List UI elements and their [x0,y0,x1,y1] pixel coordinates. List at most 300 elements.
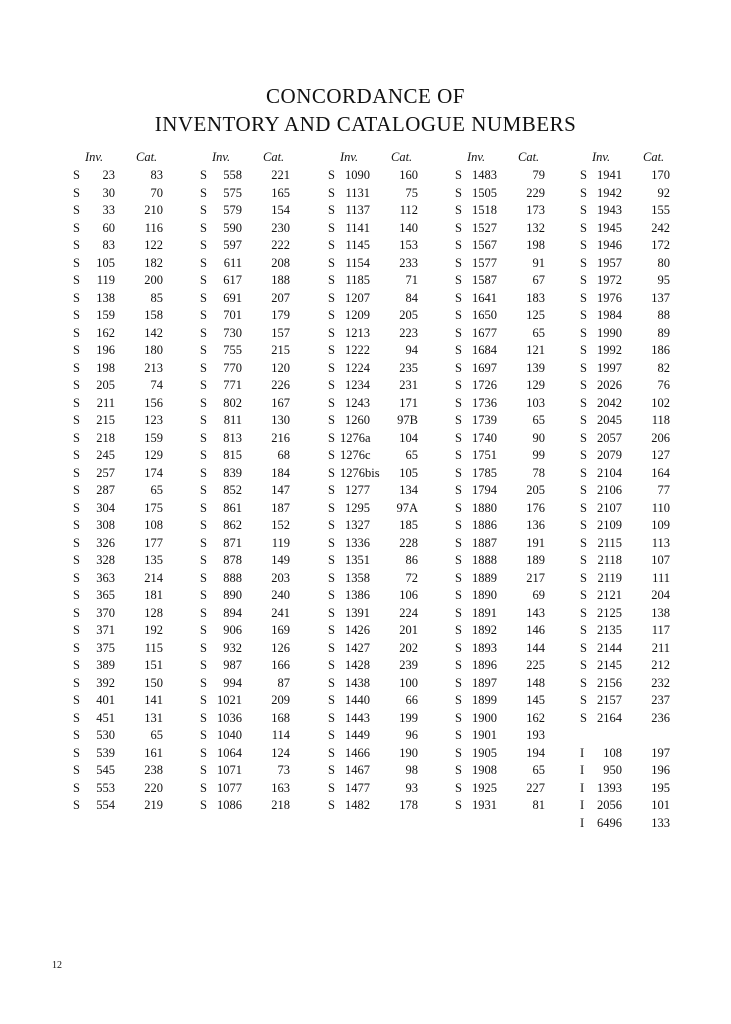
table-row [200,396,324,414]
catalogue-number: 190 [399,745,418,760]
table-row [200,606,324,624]
inventory-prefix: S [580,273,587,287]
table-row [328,203,452,221]
inventory-number: 1905 [472,745,497,760]
inventory-number: 245 [96,448,115,462]
catalogue-number: 134 [399,483,418,497]
inventory-prefix: S [455,693,462,707]
table-row [455,501,579,519]
catalogue-number: 81 [532,798,545,812]
inventory-prefix: S [455,343,462,357]
inventory-number: 890 [223,588,242,602]
table-row [328,781,452,799]
inventory-prefix: S [200,710,207,725]
catalogue-number: 153 [399,238,418,252]
inventory-number: 1641 [472,290,497,305]
catalogue-number: 68 [277,448,290,462]
table-row [580,658,704,676]
inventory-number: 862 [223,518,242,532]
catalogue-number: 150 [144,675,163,690]
inventory-prefix: S [455,623,462,637]
table-row [580,273,704,291]
page-number: 12 [52,960,62,971]
catalogue-number: 227 [526,780,545,795]
inventory-number: 308 [96,518,115,532]
inventory-number: 1224 [345,360,370,375]
catalogue-number: 224 [399,605,418,620]
table-row [73,798,197,816]
inventory-prefix: S [73,448,80,462]
table-row [200,798,324,816]
inventory-number: 2156 [597,675,622,690]
inventory-prefix: S [455,710,462,725]
inventory-number: 617 [223,273,242,287]
inventory-number: 1185 [345,273,370,287]
catalogue-number: 156 [144,395,163,410]
inventory-number: 2119 [597,570,622,585]
table-row [328,711,452,729]
table-row [455,483,579,501]
inventory-prefix: S [455,290,462,305]
inventory-number: 2056 [597,798,622,812]
catalogue-number: 212 [651,658,670,672]
inventory-prefix: S [580,553,587,567]
inventory-number: 811 [223,413,242,427]
inventory-number: 590 [223,220,242,235]
catalogue-number: 189 [526,553,545,567]
inventory-prefix: S [73,553,80,567]
inventory-prefix: S [73,623,80,637]
table-row [455,711,579,729]
table-row [73,448,197,466]
inventory-prefix: S [73,238,80,252]
table-row [455,168,579,186]
inventory-prefix: S [200,623,207,637]
table-row [328,273,452,291]
table-row [73,588,197,606]
inventory-number: 198 [96,360,115,375]
inventory-prefix: S [200,203,207,217]
inventory-number: 211 [96,395,115,410]
inventory-prefix: S [328,728,335,742]
inventory-prefix: S [580,413,587,427]
table-row [200,553,324,571]
concordance-column-3 [328,150,452,816]
inventory-number: 370 [96,605,115,620]
inventory-prefix: S [200,325,207,340]
catalogue-number: 231 [399,378,418,392]
inventory-number: 987 [223,658,242,672]
table-row [328,186,452,204]
catalogue-number: 125 [526,308,545,322]
table-row [328,168,452,186]
inventory-number: 2106 [597,483,622,497]
table-row [200,448,324,466]
table-row [200,571,324,589]
inventory-number: 1941 [597,168,622,182]
table-row [73,343,197,361]
catalogue-number: 142 [144,325,163,340]
table-row [328,378,452,396]
inventory-prefix: S [580,290,587,305]
inventory-number: 575 [223,185,242,200]
inventory-number: 770 [223,360,242,375]
inventory-prefix: S [200,185,207,200]
inventory-prefix: S [328,378,335,392]
table-row [580,396,704,414]
catalogue-number: 76 [657,378,670,392]
table-row [73,326,197,344]
inventory-prefix: S [328,745,335,760]
cat-header: Cat. [643,150,665,164]
table-row [200,238,324,256]
table-row [580,238,704,256]
inventory-number: 579 [223,203,242,217]
catalogue-number: 110 [651,500,670,515]
inventory-number: 1527 [472,220,497,235]
inventory-prefix: S [455,430,462,445]
table-row [73,273,197,291]
inventory-number: 1426 [345,623,370,637]
inventory-number: 392 [96,675,115,690]
inventory-prefix: S [328,325,335,340]
table-row [73,413,197,431]
table-row [580,448,704,466]
catalogue-number: 179 [271,308,290,322]
table-row [580,816,704,834]
inventory-prefix: S [73,658,80,672]
inventory-prefix: S [455,378,462,392]
table-row [73,168,197,186]
inventory-number: 1145 [345,238,370,252]
inventory-number: 1893 [472,640,497,655]
inventory-prefix: S [455,168,462,182]
inventory-prefix: S [328,710,335,725]
inventory-number: 119 [96,273,115,287]
catalogue-number: 199 [399,710,418,725]
inventory-prefix: S [328,203,335,217]
catalogue-number: 152 [271,518,290,532]
catalogue-number: 200 [144,273,163,287]
table-row [455,396,579,414]
cat-header: Cat. [136,150,158,164]
table-row [455,588,579,606]
inventory-prefix: S [328,588,335,602]
table-row [200,256,324,274]
table-row [580,361,704,379]
inventory-prefix: S [200,290,207,305]
table-row [580,483,704,501]
inventory-number: 1427 [345,640,370,655]
catalogue-number: 69 [532,588,545,602]
inventory-prefix: S [200,518,207,532]
catalogue-number: 101 [651,798,670,812]
inventory-prefix: S [73,325,80,340]
table-row [328,606,452,624]
table-row [455,221,579,239]
catalogue-number: 109 [651,518,670,532]
table-row [328,676,452,694]
table-row [73,186,197,204]
inventory-prefix: S [455,640,462,655]
table-row [580,711,704,729]
inventory-number: 950 [603,763,622,777]
table-row [580,518,704,536]
catalogue-number: 162 [526,710,545,725]
inventory-number: 2104 [597,465,622,480]
inventory-number: 2157 [597,693,622,707]
catalogue-number: 172 [651,238,670,252]
inventory-prefix: S [455,728,462,742]
table-row [455,238,579,256]
catalogue-number: 136 [526,518,545,532]
catalogue-number: 146 [526,623,545,637]
inventory-number: 730 [223,325,242,340]
table-row [200,658,324,676]
table-row [580,798,704,816]
catalogue-number: 105 [399,465,418,480]
inventory-number: 1449 [345,728,370,742]
inventory-prefix: S [580,203,587,217]
catalogue-number: 129 [144,448,163,462]
inventory-number: 1997 [597,360,622,375]
inventory-number: 1901 [472,728,497,742]
catalogue-number: 106 [399,588,418,602]
column-header [200,150,324,168]
catalogue-number: 83 [150,168,163,182]
catalogue-number: 74 [150,378,163,392]
inventory-number: 401 [96,693,115,707]
cat-header: Cat. [391,150,413,164]
inventory-prefix: S [328,658,335,672]
inventory-prefix: S [580,255,587,270]
table-row [328,413,452,431]
inventory-number: 196 [96,343,115,357]
inventory-prefix: S [455,675,462,690]
catalogue-number: 173 [526,203,545,217]
inventory-prefix: S [328,798,335,812]
inventory-number: 1141 [345,220,370,235]
table-row [455,413,579,431]
inventory-prefix: S [455,465,462,480]
table-row [455,658,579,676]
table-row [73,763,197,781]
catalogue-number: 195 [651,780,670,795]
catalogue-number: 207 [271,290,290,305]
table-row [200,588,324,606]
catalogue-number: 182 [144,255,163,270]
inventory-number: 1896 [472,658,497,672]
inventory-prefix: S [73,273,80,287]
table-row [328,343,452,361]
inventory-prefix: S [455,535,462,550]
table-row [73,728,197,746]
catalogue-number: 186 [651,343,670,357]
inventory-prefix: S [328,448,335,462]
table-row [328,466,452,484]
table-row [73,746,197,764]
inventory-number: 2107 [597,500,622,515]
inventory-prefix: S [580,483,587,497]
inventory-number: 1567 [472,238,497,252]
column-header [455,150,579,168]
inventory-prefix: S [455,395,462,410]
catalogue-number: 120 [271,360,290,375]
inventory-prefix: S [580,518,587,532]
inventory-number: 1071 [217,763,242,777]
table-row [580,553,704,571]
table-row [328,746,452,764]
catalogue-number: 66 [405,693,418,707]
table-row [328,238,452,256]
inventory-prefix: S [455,448,462,462]
inventory-number: 1677 [472,325,497,340]
inv-header: Inv. [85,150,104,164]
catalogue-number: 232 [651,675,670,690]
inv-header: Inv. [212,150,231,164]
inventory-number: 1946 [597,238,622,252]
catalogue-number: 181 [144,588,163,602]
cat-header: Cat. [263,150,285,164]
inventory-number: 755 [223,343,242,357]
table-row [455,431,579,449]
inventory-prefix: S [200,798,207,812]
catalogue-number: 221 [271,168,290,182]
catalogue-number: 241 [271,605,290,620]
inventory-prefix: S [455,255,462,270]
inventory-prefix: S [73,255,80,270]
concordance-column-4 [455,150,579,816]
table-row [200,518,324,536]
catalogue-number: 239 [399,658,418,672]
inventory-number: 2109 [597,518,622,532]
inventory-number: 138 [96,290,115,305]
inventory-number: 60 [102,220,115,235]
table-row [328,518,452,536]
inventory-number: 1587 [472,273,497,287]
catalogue-number: 77 [657,483,670,497]
inventory-prefix: I [580,815,585,830]
table-row [73,571,197,589]
inventory-prefix: S [455,238,462,252]
catalogue-number: 135 [144,553,163,567]
inventory-prefix: S [328,255,335,270]
table-row [455,746,579,764]
inventory-number: 1064 [217,745,242,760]
inventory-number: 287 [96,483,115,497]
title-line-2: INVENTORY AND CATALOGUE NUMBERS [154,112,577,136]
catalogue-number: 168 [271,710,290,725]
table-row [455,466,579,484]
inventory-number: 1391 [345,605,370,620]
inventory-prefix: S [328,640,335,655]
table-row [328,623,452,641]
catalogue-number: 158 [144,308,163,322]
inventory-prefix: S [73,675,80,690]
table-row [73,396,197,414]
inventory-prefix: S [455,220,462,235]
catalogue-number: 126 [271,640,290,655]
inventory-prefix: S [200,273,207,287]
inventory-prefix: S [328,535,335,550]
inventory-prefix: S [455,745,462,760]
inventory-number: 861 [223,500,242,515]
table-row [73,203,197,221]
table-row [73,536,197,554]
table-row [328,326,452,344]
catalogue-number: 175 [144,500,163,515]
catalogue-number: 210 [144,203,163,217]
inventory-prefix: S [455,325,462,340]
catalogue-number: 86 [405,553,418,567]
inventory-prefix: S [328,500,335,515]
catalogue-number: 157 [271,325,290,340]
inventory-number: 691 [223,290,242,305]
concordance-column-2 [200,150,324,816]
inventory-number: 2125 [597,605,622,620]
catalogue-number: 204 [651,588,670,602]
inventory-prefix: S [73,413,80,427]
table-row [200,483,324,501]
inventory-number: 1886 [472,518,497,532]
table-row [328,483,452,501]
catalogue-number: 145 [526,693,545,707]
inventory-prefix: S [200,605,207,620]
catalogue-number: 194 [526,745,545,760]
inventory-prefix: S [328,605,335,620]
catalogue-number: 174 [144,465,163,480]
table-row [455,728,579,746]
catalogue-number: 100 [399,675,418,690]
table-row [73,693,197,711]
inventory-number: 2045 [597,413,622,427]
inventory-prefix: S [455,553,462,567]
catalogue-number: 165 [271,185,290,200]
catalogue-number: 97B [397,413,418,427]
catalogue-number: 93 [405,780,418,795]
table-row [73,781,197,799]
inventory-number: 162 [96,325,115,340]
catalogue-number: 111 [652,570,670,585]
inventory-prefix: S [580,308,587,322]
inventory-prefix: S [73,605,80,620]
table-row [580,186,704,204]
catalogue-number: 237 [651,693,670,707]
catalogue-number: 127 [651,448,670,462]
table-row [580,606,704,624]
catalogue-number: 159 [144,430,163,445]
inventory-prefix: S [455,798,462,812]
inventory-number: 1483 [472,168,497,182]
catalogue-number: 206 [651,430,670,445]
inventory-number: 205 [96,378,115,392]
catalogue-number: 161 [144,745,163,760]
catalogue-number: 164 [651,465,670,480]
catalogue-number: 70 [150,185,163,200]
table-row [73,483,197,501]
cat-header: Cat. [518,150,540,164]
catalogue-number: 89 [657,325,670,340]
table-row [455,256,579,274]
inventory-prefix: S [73,535,80,550]
inventory-prefix: S [73,395,80,410]
inventory-number: 1467 [345,763,370,777]
inventory-prefix: S [328,220,335,235]
inventory-number: 558 [223,168,242,182]
catalogue-number: 124 [271,745,290,760]
catalogue-number: 222 [271,238,290,252]
catalogue-number: 205 [526,483,545,497]
